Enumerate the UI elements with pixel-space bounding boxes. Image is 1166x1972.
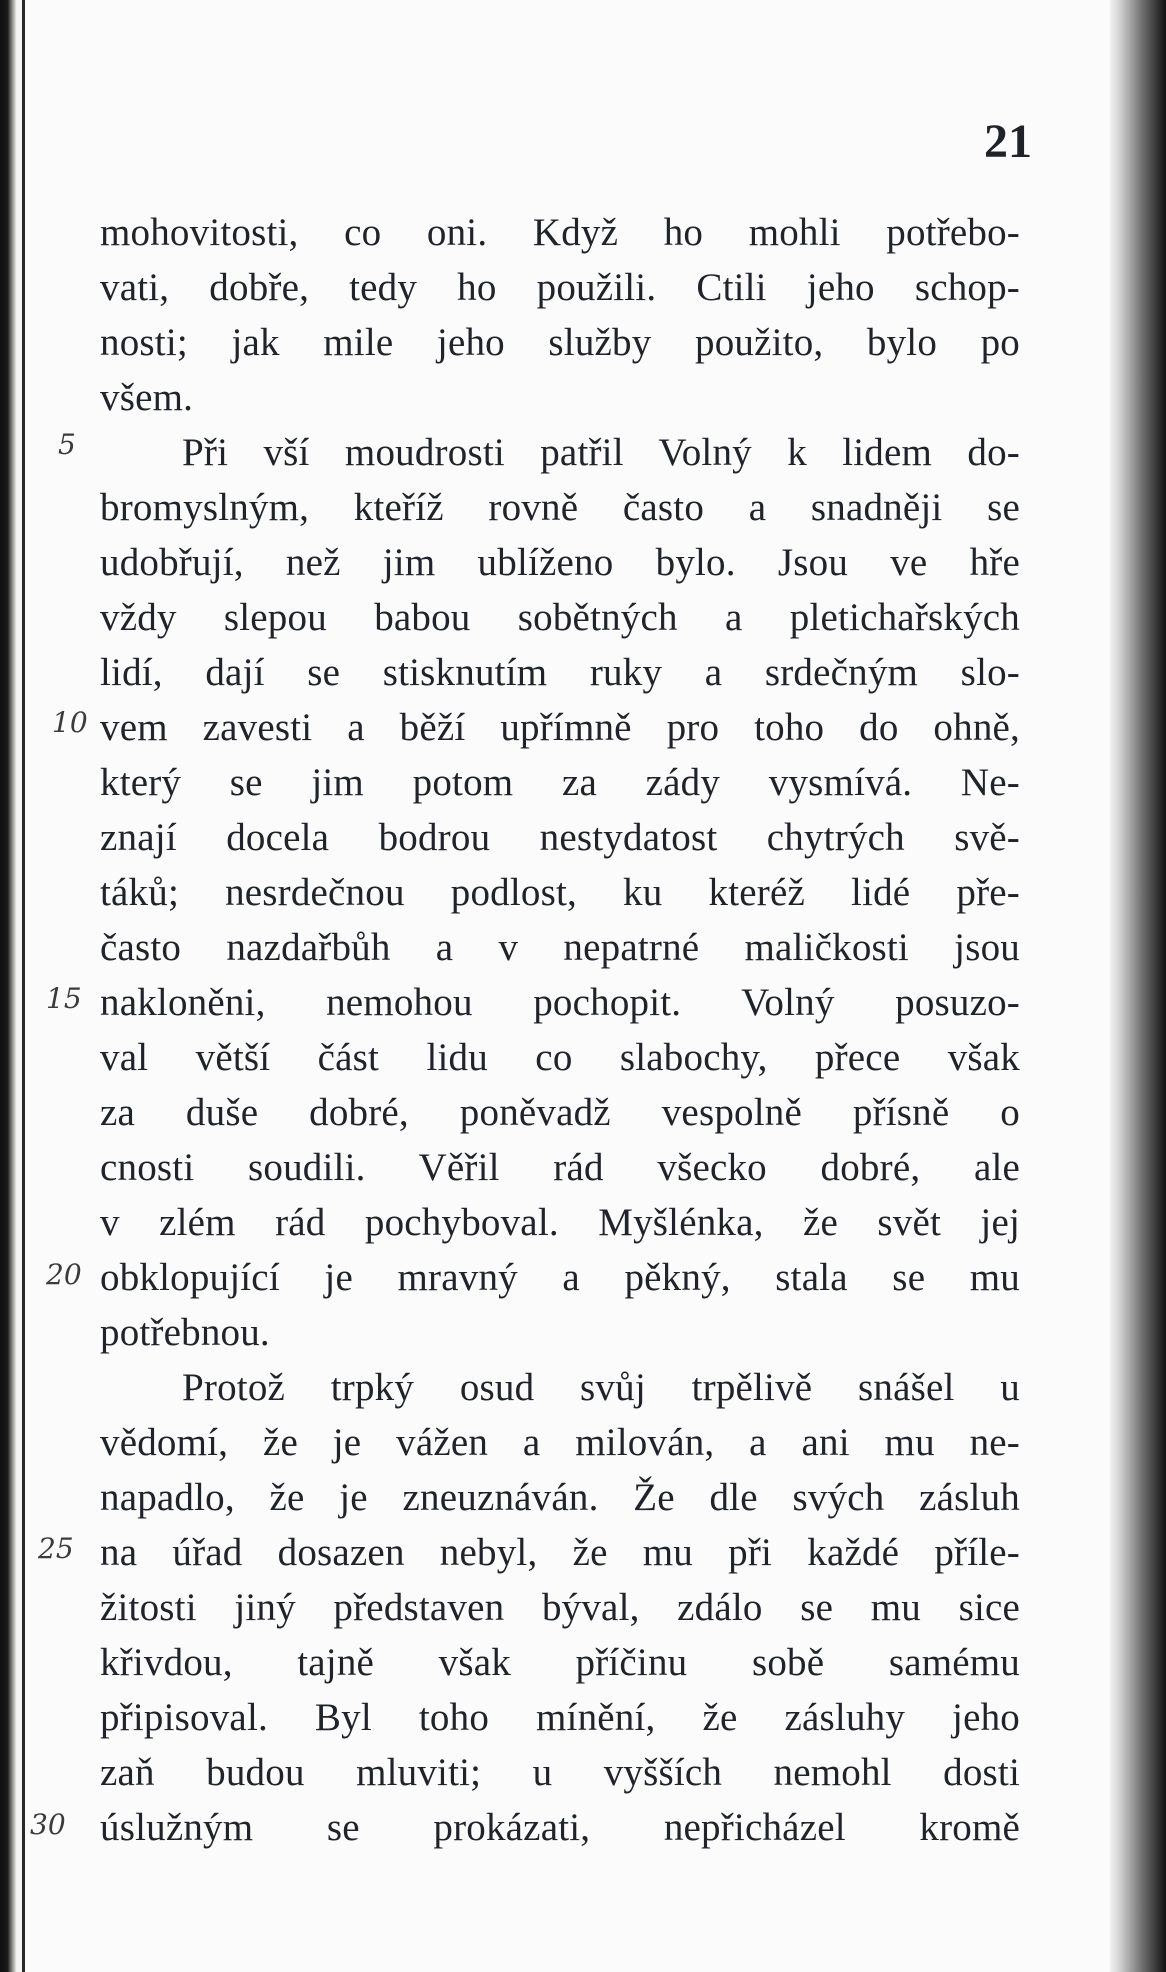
left-page-edge (0, 0, 30, 1972)
text-line-10: vem zavesti a běží upřímně pro toho do ohně, (100, 706, 1020, 749)
text-line-28: připisoval. Byl toho mínění, že zásluhy jeho (100, 1696, 1020, 1739)
text-line-29: zaň budou mluviti; u vyšších nemohl dosti (100, 1751, 1020, 1794)
text-line-15: nakloněni, nemohou pochopit. Volný posuzo- (100, 981, 1020, 1024)
text-line-7: udobřují, než jim ublíženo bylo. Jsou ve hře (100, 541, 1020, 584)
text-line-3: nosti; jak mile jeho služby použito, bylo po (100, 321, 1020, 364)
text-line-11: který se jim potom za zády vysmívá. Ne- (100, 761, 1020, 804)
text-line-8: vždy slepou babou sobětných a pletichařských (100, 596, 1020, 639)
text-line-17: za duše dobré, poněvadž vespolně přísně o (100, 1091, 1020, 1134)
right-page-shadow (1110, 0, 1166, 1972)
margin-note-5: 5 (58, 428, 76, 461)
text-line-6: bromyslným, kteříž rovně často a snadněji se (100, 486, 1020, 529)
margin-note-30: 30 (30, 1808, 66, 1841)
text-line-30: úslužným se prokázati, nepřicházel kromě (100, 1806, 1020, 1849)
text-line-27: křivdou, tajně však příčinu sobě samému (100, 1641, 1020, 1684)
text-line-12: znají docela bodrou nestydatost chytrých svě- (100, 816, 1020, 859)
text-line-25: na úřad dosazen nebyl, že mu při každé příle- (100, 1531, 1020, 1574)
text-line-5: Při vší moudrosti patřil Volný k lidem do- (182, 431, 1020, 474)
text-line-24: napadlo, že je zneuznáván. Že dle svých zásluh (100, 1476, 1020, 1519)
text-line-21: potřebnou. (100, 1311, 270, 1354)
text-line-26: žitosti jiný představen býval, zdálo se mu sice (100, 1586, 1020, 1629)
page-text (100, 205, 1020, 1855)
text-line-13: táků; nesrdečnou podlost, ku kteréž lidé pře- (100, 871, 1020, 914)
text-line-16: val větší část lidu co slabochy, přece však (100, 1036, 1020, 1079)
text-line-19: v zlém rád pochyboval. Myšlénka, že svět jej (100, 1201, 1020, 1244)
margin-note-10: 10 (52, 706, 88, 739)
margin-note-20: 20 (46, 1258, 82, 1291)
text-line-1: mohovitosti, co oni. Když ho mohli potřebo- (100, 211, 1020, 254)
book-gutter-line (22, 0, 25, 1972)
text-line-2: vati, dobře, tedy ho použili. Ctili jeho schop- (100, 266, 1020, 309)
text-line-22: Protož trpký osud svůj trpělivě snášel u (182, 1366, 1020, 1409)
text-line-18: cnosti soudili. Věřil rád všecko dobré, ale (100, 1146, 1020, 1189)
margin-note-15: 15 (46, 982, 82, 1015)
text-line-14: často nazdařbůh a v nepatrné maličkosti jsou (100, 926, 1020, 969)
text-line-23: vědomí, že je vážen a milován, a ani mu ne- (100, 1421, 1020, 1464)
text-line-20: obklopující je mravný a pěkný, stala se mu (100, 1256, 1020, 1299)
page-number: 21 (984, 115, 1032, 168)
text-line-4: všem. (100, 376, 194, 419)
margin-note-25: 25 (38, 1532, 74, 1565)
text-line-9: lidí, dají se stisknutím ruky a srdečným slo- (100, 651, 1020, 694)
